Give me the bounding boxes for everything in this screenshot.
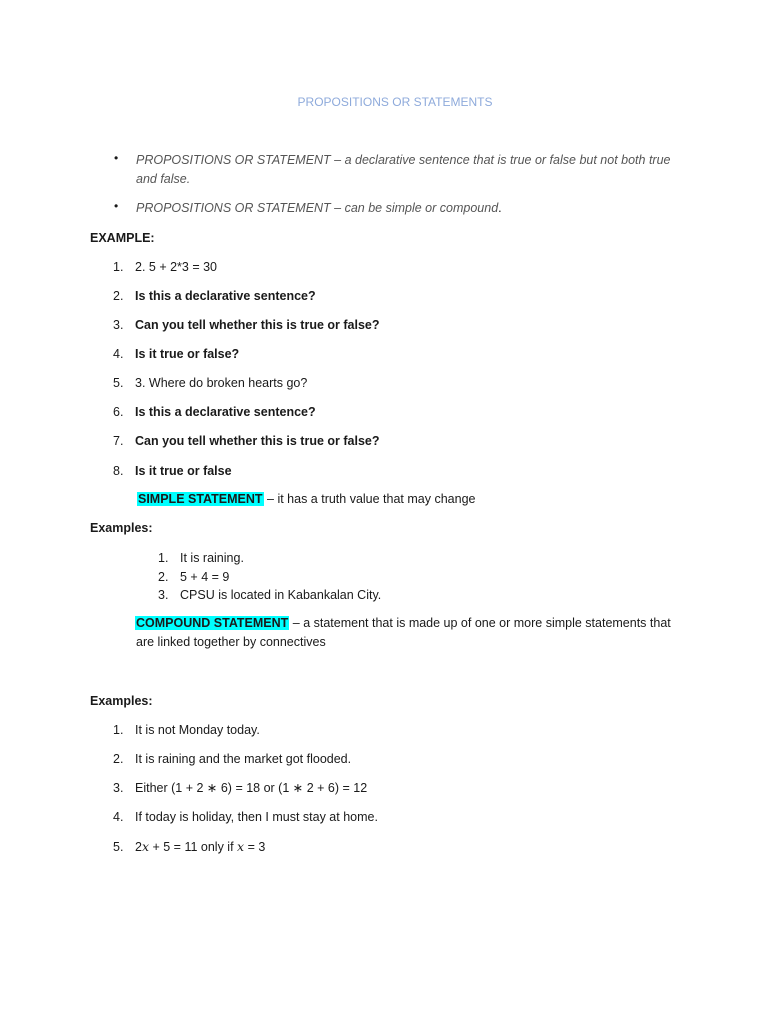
list-number: 5. bbox=[113, 376, 124, 390]
compound-statement-definition bbox=[135, 614, 671, 633]
list-number: 7. bbox=[113, 434, 124, 448]
list-number: 3. bbox=[113, 318, 124, 332]
list-number: 1. bbox=[158, 551, 169, 565]
list-number: 8. bbox=[113, 464, 124, 478]
list-text: 5 + 4 = 9 bbox=[180, 570, 230, 584]
list-text: It is raining and the market got flooded. bbox=[135, 752, 352, 766]
compound-statement-text: – a statement that is made up of one or more simple statements that bbox=[289, 616, 671, 630]
list-text: 2. 5 + 2*3 = 30 bbox=[135, 260, 218, 274]
list-number: 2. bbox=[158, 570, 169, 584]
list-text: 2x + 5 = 11 only if x = 3 bbox=[135, 839, 266, 854]
bullet-text: PROPOSITIONS OR STATEMENT – can be simple or compound. bbox=[136, 201, 502, 215]
simple-statement-text: – it has a truth value that may change bbox=[263, 492, 476, 506]
list-text: Is it true or false bbox=[135, 464, 232, 478]
list-text: Can you tell whether this is true or false? bbox=[135, 434, 380, 448]
list-text: If today is holiday, then I must stay at home. bbox=[135, 810, 378, 824]
list-number: 1. bbox=[113, 260, 124, 274]
compound-examples-heading: Examples: bbox=[90, 694, 153, 708]
list-number: 6. bbox=[113, 405, 124, 419]
list-text: Can you tell whether this is true or false? bbox=[135, 318, 380, 332]
list-text: Is this a declarative sentence? bbox=[135, 289, 316, 303]
example-heading: EXAMPLE: bbox=[90, 231, 155, 245]
bullet-text: PROPOSITIONS OR STATEMENT – a declarative sentence that is true or false but not both true and false. bbox=[136, 153, 671, 186]
simple-examples-heading: Examples: bbox=[90, 521, 153, 535]
compound-statement-definition-continued: are linked together by connectives bbox=[136, 635, 326, 649]
bullet-icon: • bbox=[114, 151, 119, 165]
list-text: Is it true or false? bbox=[135, 347, 240, 361]
list-text: 3. Where do broken hearts go? bbox=[135, 376, 308, 390]
list-text: Either (1 + 2 ∗ 6) = 18 or (1 ∗ 2 + 6) = 12 bbox=[135, 781, 368, 795]
simple-statement-label: SIMPLE STATEMENT bbox=[138, 492, 263, 506]
simple-statement-definition bbox=[137, 490, 475, 509]
list-number: 3. bbox=[113, 781, 124, 795]
list-number: 4. bbox=[113, 810, 124, 824]
list-text: It is raining. bbox=[180, 551, 244, 565]
bullet-icon: • bbox=[114, 199, 119, 213]
list-number: 1. bbox=[113, 723, 124, 737]
list-number: 2. bbox=[113, 289, 124, 303]
list-number: 5. bbox=[113, 840, 124, 854]
list-text: Is this a declarative sentence? bbox=[135, 405, 316, 419]
page-title: PROPOSITIONS OR STATEMENTS bbox=[297, 95, 493, 109]
list-text: It is not Monday today. bbox=[135, 723, 260, 737]
list-number: 3. bbox=[158, 588, 169, 602]
list-number: 4. bbox=[113, 347, 124, 361]
compound-statement-label: COMPOUND STATEMENT bbox=[136, 616, 289, 630]
list-number: 2. bbox=[113, 752, 124, 766]
list-text: CPSU is located in Kabankalan City. bbox=[180, 588, 382, 602]
